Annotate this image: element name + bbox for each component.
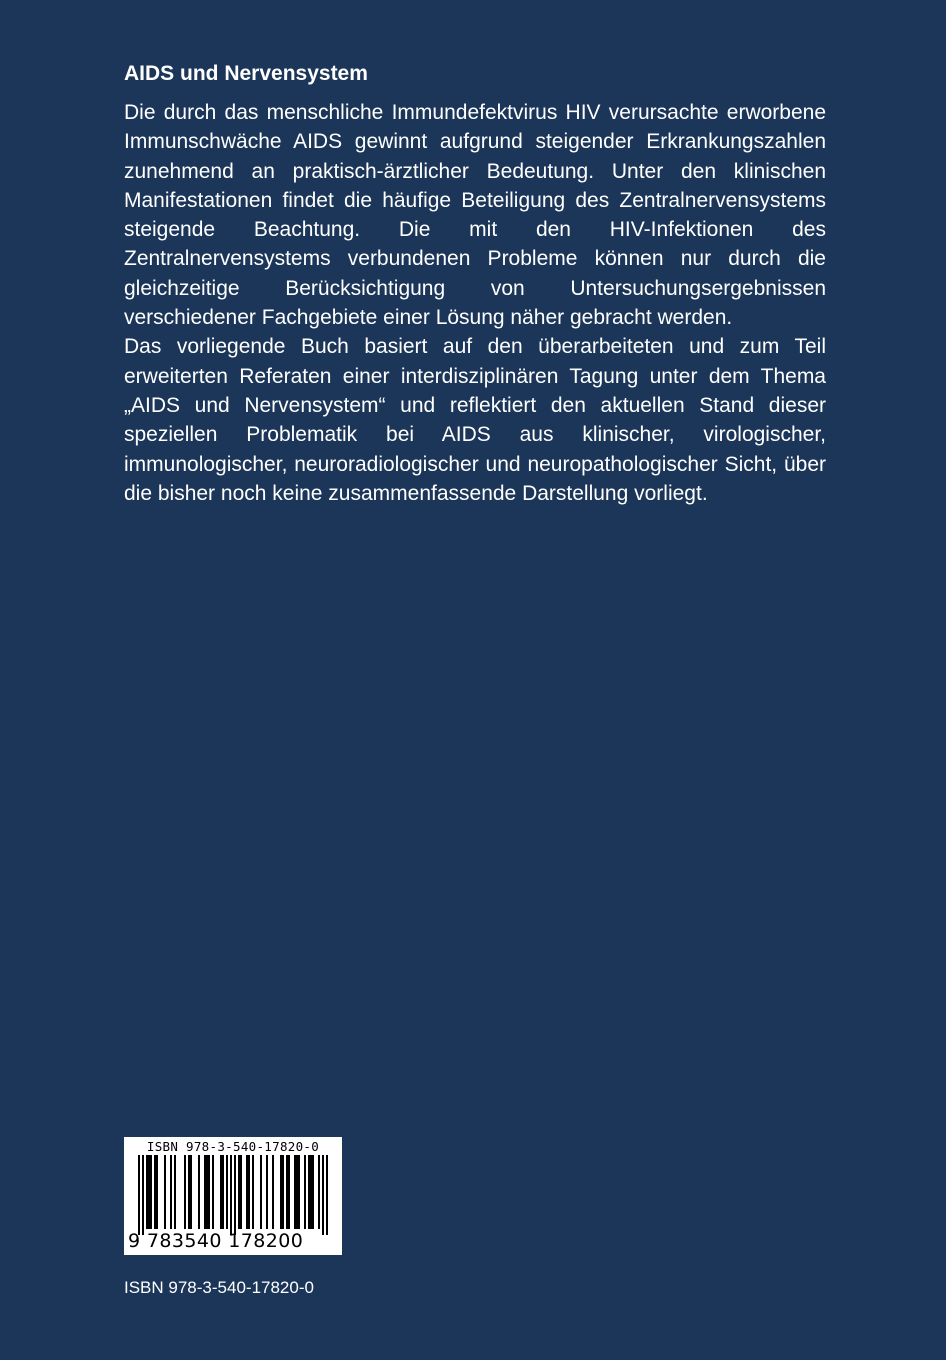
barcode-digits: 9 783540 178200 [128, 1230, 304, 1252]
blurb-paragraph-2: Das vorliegende Buch basiert auf den überarbeiteten und zum Teil erweiterten Referaten einer interdisziplinären Tagung unter dem Thema „AIDS und Nervensystem“ und reflektiert den aktuellen Stand dieser speziellen Problematik bei AIDS aus klinischer, virologischer, immunologischer, neuroradiologischer und neuropathologischer Sicht, über die bisher noch keine zusammenfassende Darstellung vorliegt. [124, 335, 826, 505]
barcode-bar [318, 1155, 320, 1229]
barcode-bar [170, 1155, 172, 1229]
barcode-bar [312, 1155, 314, 1229]
blurb-paragraph-1: Die durch das menschliche Immundefektvirus HIV verursachte erworbene Immunschwäche AIDS gewinnt aufgrund steigender Erkrankungszahlen zunehmend an praktisch-ärztlicher Bedeutung. Unter den klinischen Manifestationen findet die häufige Beteiligung des Zentralnervensystems steigende Beachtung. Die mit den HIV-Infektionen des Zentralnervensystems verbundenen Probleme können nur durch die gleichzeitige Berücksichtigung von Untersuchungsergebnissen verschiedener Fachgebiete einer Lösung näher gebracht werden. [124, 101, 826, 330]
barcode-bar [288, 1155, 290, 1229]
barcode-bar [260, 1155, 262, 1229]
barcode-bar [310, 1155, 312, 1229]
barcode-bar [322, 1155, 324, 1235]
barcode-bar [148, 1155, 150, 1229]
barcode-bar [240, 1155, 242, 1229]
barcode-bar [184, 1155, 186, 1229]
barcode-bar [296, 1155, 298, 1229]
barcode [124, 1137, 342, 1255]
barcode-bar [326, 1155, 328, 1235]
barcode-bar [272, 1155, 274, 1229]
barcode-bar [190, 1155, 192, 1229]
isbn-text: ISBN 978-3-540-17820-0 [124, 1278, 314, 1297]
barcode-bar [212, 1155, 214, 1229]
barcode-bar [222, 1155, 224, 1229]
barcode-bar [280, 1155, 282, 1229]
barcode-bar [150, 1155, 152, 1229]
barcode-bar [252, 1155, 254, 1229]
barcode-bar [188, 1155, 190, 1229]
barcode-bar [146, 1155, 148, 1229]
barcode-bar [308, 1155, 310, 1229]
barcode-bar [138, 1155, 140, 1235]
barcode-bar [206, 1155, 208, 1229]
barcode-bar [286, 1155, 288, 1229]
barcode-bar [282, 1155, 284, 1229]
barcode-isbn-label: ISBN 978-3-540-17820-0 [146, 1139, 320, 1154]
barcode-bar [156, 1155, 158, 1229]
blurb [124, 60, 826, 508]
barcode-bar [266, 1155, 268, 1229]
barcode-bar [304, 1155, 306, 1229]
barcode-bar [238, 1155, 240, 1229]
barcode-bar [154, 1155, 156, 1229]
barcode-bar [208, 1155, 210, 1229]
barcode-bar [220, 1155, 222, 1229]
book-title: AIDS und Nervensystem [124, 62, 368, 85]
barcode-bar [226, 1155, 228, 1229]
barcode-bar [248, 1155, 250, 1229]
barcode-bar [204, 1155, 206, 1229]
barcode-bar [294, 1155, 296, 1229]
barcode-bar [246, 1155, 248, 1229]
barcode-bar [234, 1155, 236, 1235]
barcode-bar [174, 1155, 176, 1229]
barcode-bar [230, 1155, 232, 1235]
barcode-bar [198, 1155, 200, 1229]
barcode-bar [298, 1155, 300, 1229]
barcode-bar [142, 1155, 144, 1235]
barcode-bar [164, 1155, 166, 1229]
